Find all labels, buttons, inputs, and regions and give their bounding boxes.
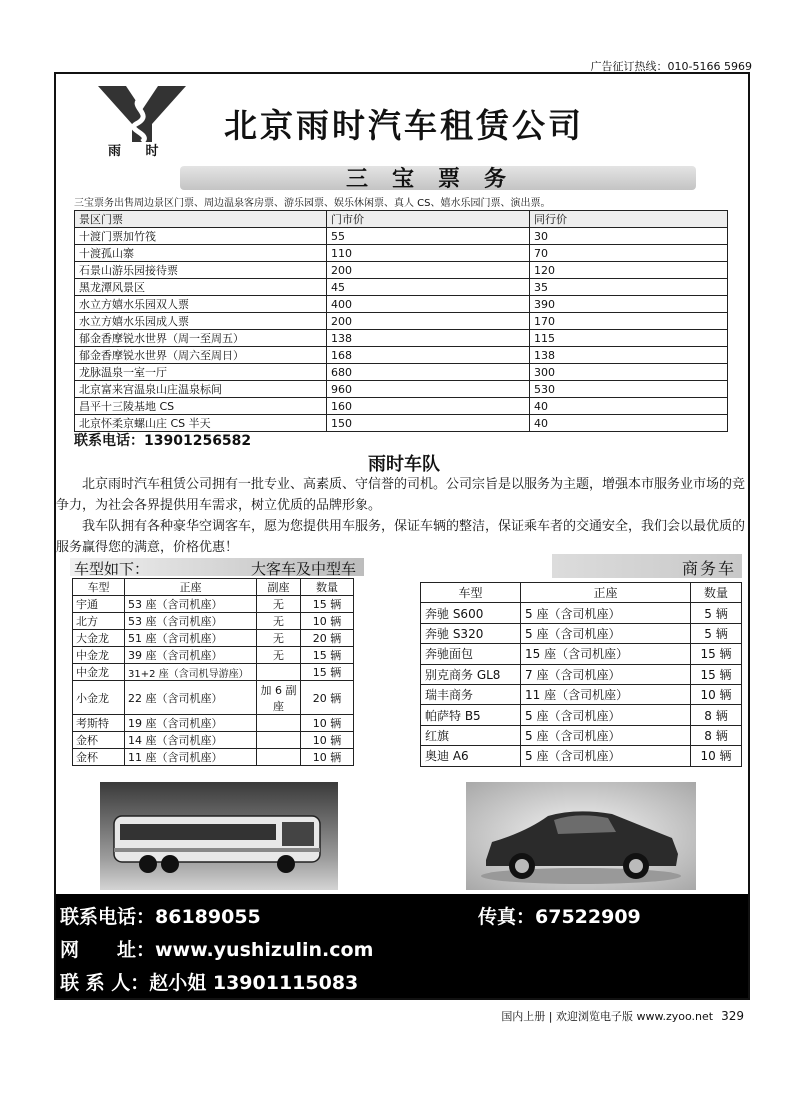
header-cell: 副座 xyxy=(257,579,301,596)
table-row xyxy=(421,644,742,664)
vehicle-count: 20 辆 xyxy=(301,630,354,647)
vehicle-model: 大金龙 xyxy=(73,630,125,647)
table-row xyxy=(75,364,728,381)
footer-note: 国内上册 | 欢迎浏览电子版 www.zyoo.net xyxy=(501,1010,714,1023)
ticket-name: 水立方嬉水乐园双人票 xyxy=(75,296,327,313)
table-row xyxy=(75,330,728,347)
trade-price: 115 xyxy=(530,330,728,347)
ticket-name: 石景山游乐园接待票 xyxy=(75,262,327,279)
header-cell: 正座 xyxy=(521,583,691,603)
vehicle-count: 10 辆 xyxy=(301,613,354,630)
retail-price: 150 xyxy=(327,415,530,432)
header-cell: 景区门票 xyxy=(75,211,327,228)
ticket-contact-phone: 联系电话：13901256582 xyxy=(74,433,252,449)
seats: 5 座（含司机座） xyxy=(521,725,691,745)
table-row xyxy=(73,630,354,647)
sedan-car-photo xyxy=(466,782,696,890)
retail-price: 45 xyxy=(327,279,530,296)
table-row xyxy=(75,313,728,330)
seats: 11 座（含司机座） xyxy=(521,684,691,704)
extra-seats xyxy=(257,664,301,681)
vehicle-count: 10 辆 xyxy=(301,749,354,766)
ticket-name: 十渡孤山寨 xyxy=(75,245,327,262)
company-name: 北京雨时汽车租赁公司 xyxy=(224,106,584,145)
ticket-name: 北京怀柔京螺山庄 CS 半天 xyxy=(75,415,327,432)
bus-bar-label: 车型如下： xyxy=(74,560,150,578)
table-header-row xyxy=(75,211,728,228)
ticket-price-table xyxy=(74,210,728,432)
fleet-title: 雨时车队 xyxy=(368,454,440,475)
vehicle-count: 10 辆 xyxy=(301,732,354,749)
extra-seats xyxy=(257,749,301,766)
main-seats: 19 座（含司机座） xyxy=(125,715,257,732)
trade-price: 70 xyxy=(530,245,728,262)
extra-seats: 无 xyxy=(257,613,301,630)
business-fleet-table xyxy=(420,582,742,767)
trade-price: 390 xyxy=(530,296,728,313)
trade-price: 40 xyxy=(530,398,728,415)
extra-seats: 无 xyxy=(257,596,301,613)
vehicle-count: 20 辆 xyxy=(301,681,354,715)
retail-price: 168 xyxy=(327,347,530,364)
header-cell: 车型 xyxy=(421,583,521,603)
vehicle-count: 8 辆 xyxy=(691,705,742,725)
seats: 15 座（含司机座） xyxy=(521,644,691,664)
ticket-name: 郁金香摩锐水世界（周六至周日） xyxy=(75,347,327,364)
bus-bar-category: 大客车及中型车 xyxy=(250,560,356,578)
table-header-row xyxy=(421,583,742,603)
footer-phone: 联系电话：86189055 xyxy=(60,906,261,928)
trade-price: 530 xyxy=(530,381,728,398)
ad-frame xyxy=(54,72,750,1000)
ticket-name: 龙脉温泉一室一厅 xyxy=(75,364,327,381)
vehicle-model: 中金龙 xyxy=(73,647,125,664)
coach-bus-photo xyxy=(100,782,338,890)
vehicle-model: 帕萨特 B5 xyxy=(421,705,521,725)
logo-text: 雨 时 xyxy=(108,144,169,159)
extra-seats: 无 xyxy=(257,647,301,664)
table-row xyxy=(421,623,742,643)
main-seats: 51 座（含司机座） xyxy=(125,630,257,647)
table-row xyxy=(75,279,728,296)
retail-price: 200 xyxy=(327,313,530,330)
retail-price: 400 xyxy=(327,296,530,313)
ticket-name: 十渡门票加竹筏 xyxy=(75,228,327,245)
vehicle-model: 中金龙 xyxy=(73,664,125,681)
ticket-intro: 三宝票务出售周边景区门票、周边温泉客房票、游乐园票、娱乐休闲票、真人 CS、嬉水乐园门票、演出票。 xyxy=(74,198,551,209)
business-bar-label: 商务车 xyxy=(681,559,736,578)
ticket-name: 水立方嬉水乐园成人票 xyxy=(75,313,327,330)
vehicle-model: 小金龙 xyxy=(73,681,125,715)
seats: 5 座（含司机座） xyxy=(521,705,691,725)
table-row xyxy=(73,664,354,681)
seats: 5 座（含司机座） xyxy=(521,746,691,766)
table-row xyxy=(421,684,742,704)
vehicle-count: 15 辆 xyxy=(301,647,354,664)
vehicle-model: 奔驰 S600 xyxy=(421,603,521,623)
header-cell: 数量 xyxy=(691,583,742,603)
table-row xyxy=(75,381,728,398)
vehicle-model: 奔驰面包 xyxy=(421,644,521,664)
table-row xyxy=(421,746,742,766)
retail-price: 55 xyxy=(327,228,530,245)
table-row xyxy=(75,347,728,364)
table-row xyxy=(421,603,742,623)
retail-price: 160 xyxy=(327,398,530,415)
extra-seats: 加 6 副座 xyxy=(257,681,301,715)
footer-website: 网 址：www.yushizulin.com xyxy=(60,939,374,961)
main-seats: 22 座（含司机座） xyxy=(125,681,257,715)
table-row xyxy=(75,262,728,279)
retail-price: 138 xyxy=(327,330,530,347)
table-row xyxy=(73,647,354,664)
table-row xyxy=(73,749,354,766)
vehicle-count: 10 辆 xyxy=(691,746,742,766)
vehicle-model: 红旗 xyxy=(421,725,521,745)
trade-price: 138 xyxy=(530,347,728,364)
trade-price: 300 xyxy=(530,364,728,381)
header-cell: 正座 xyxy=(125,579,257,596)
seats: 7 座（含司机座） xyxy=(521,664,691,684)
vehicle-count: 10 辆 xyxy=(301,715,354,732)
vehicle-model: 金杯 xyxy=(73,749,125,766)
table-row xyxy=(73,732,354,749)
ticket-name: 昌平十三陵基地 CS xyxy=(75,398,327,415)
extra-seats xyxy=(257,732,301,749)
page-number: 329 xyxy=(721,1009,744,1023)
table-header-row xyxy=(73,579,354,596)
vehicle-model: 别克商务 GL8 xyxy=(421,664,521,684)
table-row xyxy=(73,596,354,613)
bus-fleet-table xyxy=(72,578,354,766)
trade-price: 35 xyxy=(530,279,728,296)
vehicle-model: 奥迪 A6 xyxy=(421,746,521,766)
vehicle-model: 奔驰 S320 xyxy=(421,623,521,643)
footer-contact-person: 联 系 人：赵小姐 13901115083 xyxy=(60,972,359,994)
vehicle-model: 北方 xyxy=(73,613,125,630)
trade-price: 30 xyxy=(530,228,728,245)
trade-price: 40 xyxy=(530,415,728,432)
hotline: 广告征订热线：010-5166 5969 xyxy=(590,60,752,73)
main-seats: 31+2 座（含司机导游座） xyxy=(125,664,257,681)
footer-fax: 传真：67522909 xyxy=(478,906,641,928)
table-row xyxy=(75,398,728,415)
trade-price: 120 xyxy=(530,262,728,279)
retail-price: 960 xyxy=(327,381,530,398)
main-seats: 53 座（含司机座） xyxy=(125,596,257,613)
retail-price: 200 xyxy=(327,262,530,279)
header-cell: 车型 xyxy=(73,579,125,596)
bus-section-bar xyxy=(70,558,364,576)
main-seats: 11 座（含司机座） xyxy=(125,749,257,766)
vehicle-count: 15 辆 xyxy=(301,664,354,681)
table-row xyxy=(73,681,354,715)
vehicle-model: 考斯特 xyxy=(73,715,125,732)
fleet-intro-paragraph: 北京雨时汽车租赁公司拥有一批专业、高素质、守信誉的司机。公司宗旨是以服务为主题，增强本市服务业市场的竞争力，为社会各界提供用车需求，树立优质的品牌形象。 xyxy=(56,477,746,513)
vehicle-count: 10 辆 xyxy=(691,684,742,704)
table-row xyxy=(421,705,742,725)
table-row xyxy=(75,415,728,432)
table-row xyxy=(421,725,742,745)
ticket-name: 郁金香摩锐水世界（周一至周五） xyxy=(75,330,327,347)
vehicle-count: 8 辆 xyxy=(691,725,742,745)
extra-seats xyxy=(257,715,301,732)
seats: 5 座（含司机座） xyxy=(521,603,691,623)
table-row xyxy=(75,245,728,262)
vehicle-count: 15 辆 xyxy=(301,596,354,613)
ticket-section-title: 三宝票务 xyxy=(345,167,530,192)
fleet-service-paragraph: 我车队拥有各种豪华空调客车，愿为您提供用车服务，保证车辆的整洁，保证乘车者的交通安全，我们会以最优质的服务赢得您的满意，价格优惠！ xyxy=(56,519,746,555)
retail-price: 680 xyxy=(327,364,530,381)
vehicle-count: 5 辆 xyxy=(691,623,742,643)
main-seats: 14 座（含司机座） xyxy=(125,732,257,749)
main-seats: 39 座（含司机座） xyxy=(125,647,257,664)
vehicle-count: 15 辆 xyxy=(691,664,742,684)
vehicle-model: 金杯 xyxy=(73,732,125,749)
contact-footer xyxy=(56,894,748,998)
table-row xyxy=(75,296,728,313)
vehicle-model: 瑞丰商务 xyxy=(421,684,521,704)
header-cell: 门市价 xyxy=(327,211,530,228)
seats: 5 座（含司机座） xyxy=(521,623,691,643)
extra-seats: 无 xyxy=(257,630,301,647)
table-row xyxy=(421,664,742,684)
trade-price: 170 xyxy=(530,313,728,330)
vehicle-count: 5 辆 xyxy=(691,603,742,623)
retail-price: 110 xyxy=(327,245,530,262)
ticket-name: 北京富来宫温泉山庄温泉标间 xyxy=(75,381,327,398)
vehicle-model: 宇通 xyxy=(73,596,125,613)
table-row xyxy=(75,228,728,245)
vehicle-count: 15 辆 xyxy=(691,644,742,664)
ticket-name: 黑龙潭风景区 xyxy=(75,279,327,296)
table-row xyxy=(73,715,354,732)
main-seats: 53 座（含司机座） xyxy=(125,613,257,630)
header-cell: 同行价 xyxy=(530,211,728,228)
business-section-bar xyxy=(552,554,742,578)
page-footer xyxy=(501,1008,744,1024)
table-row xyxy=(73,613,354,630)
header-cell: 数量 xyxy=(301,579,354,596)
